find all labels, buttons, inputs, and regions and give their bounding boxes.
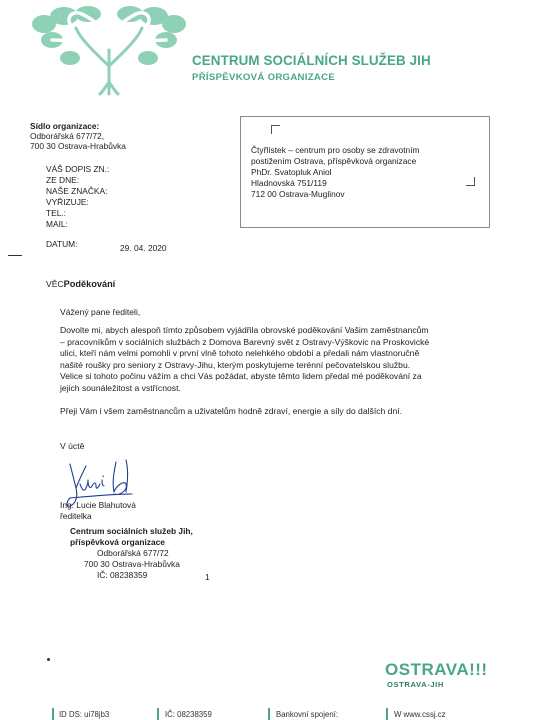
recipient-line4: Hladnovská 751/119 (251, 178, 327, 188)
paragraph-1 (60, 325, 429, 395)
paragraph-1-line-4: našité roušky pro seniory z Ostravy-Jihu, kterým poskytujeme terénní pečovatelskou službu. (60, 359, 411, 370)
signer-name: Ing. Lucie Blahutová (60, 500, 136, 510)
paragraph-1-line-5: Velice si tohoto počinu vážím a chci Vás požádat, abyste těmto lidem předal mé poděkování za (60, 371, 422, 382)
salutation: Vážený pane řediteli, (60, 307, 141, 317)
paragraph-1-line-1: Dovolte mi, abych alespoň tímto způsobem vyjádřila obrovské poděkování Vašim zaměstnancům (60, 325, 429, 335)
footer-company-id: IČ: 08238359 (165, 710, 212, 719)
paragraph-1-line-6: jejich sounáležitost a vstřícnost. (60, 382, 181, 393)
ref-nase-znacka: NAŠE ZNAČKA: (46, 186, 108, 196)
paragraph-1-line-3: ulici, kteří nám velmi pomohli v první vlně tohoto nelehkého období a předali nám vlastnoručně (60, 348, 420, 359)
recipient-line1: Čtyřlístek – centrum pro osoby se zdravotním (251, 145, 420, 155)
seat-address-line1: Odborářská 677/72, (30, 131, 105, 141)
seat-address-line2: 700 30 Ostrava-Hrabůvka (30, 141, 126, 151)
recipient-line3: PhDr. Svatopluk Aniol (251, 167, 332, 177)
ref-vyrizuje: VYŘIZUJE: (46, 197, 89, 207)
footer-web-link[interactable]: W www.cssj.cz (394, 710, 446, 719)
stamp-line1: Centrum sociálních služeb Jih, (70, 526, 193, 536)
heart-tree-logo-icon (30, 6, 188, 96)
org-subtitle: PŘÍSPĚVKOVÁ ORGANIZACE (192, 72, 336, 83)
subject-value: Poděkování (63, 279, 116, 289)
recipient-line2: postižením Ostrava, příspěvková organizace (251, 156, 417, 166)
ref-vas-dopis: VÁŠ DOPIS ZN.: (46, 164, 110, 174)
footer-data-box-id: ID DS: ui78jb3 (59, 710, 110, 719)
footer-bank: Bankovní spojení: (276, 710, 338, 719)
stamp-line3: Odborářská 677/72 (97, 548, 169, 558)
footer-separator (52, 708, 54, 720)
recipient-line5: 712 00 Ostrava-Muglinov (251, 189, 345, 199)
ref-mail: MAIL: (46, 219, 68, 229)
closing: V úctě (60, 441, 85, 451)
stamp-mark: 1 (205, 572, 210, 582)
subject-line (46, 279, 115, 289)
footer-separator (386, 708, 388, 720)
ref-tel: TEL.: (46, 208, 67, 218)
ref-ze-dne: ZE DNE: (46, 175, 80, 185)
date-label: DATUM: (46, 239, 78, 249)
seat-label: Sídlo organizace: (30, 121, 100, 131)
footer-separator (268, 708, 270, 720)
signer-title: ředitelka (60, 511, 92, 521)
footer-separator (157, 708, 159, 720)
paragraph-2: Přeji Vám i všem zaměstnancům a uživatelům hodně zdraví, energie a síly do dalších dní. (60, 406, 403, 416)
corner-mark-top-left (271, 125, 280, 134)
ostrava-jih-label: OSTRAVA-JIH (387, 680, 444, 689)
stamp-line4: 700 30 Ostrava-Hrabůvka (84, 559, 180, 569)
subject-label: VĚC (46, 279, 64, 289)
org-name: CENTRUM SOCIÁLNÍCH SLUŽEB JIH (192, 53, 431, 68)
date-value: 29. 04. 2020 (120, 243, 167, 253)
stamp-line5: IČ: 08238359 (97, 570, 148, 580)
paragraph-1-line-2: – pracovníkům v sociálních službách z Domova Barevný svět z Ostravy-Výškovic na Proskovické (60, 336, 430, 347)
page-dot (47, 658, 50, 661)
stamp-line2: příspěvková organizace (70, 537, 165, 547)
fold-mark (8, 255, 22, 256)
ostrava-logo: OSTRAVA!!! (385, 660, 488, 679)
corner-mark-bottom-right (466, 177, 475, 186)
